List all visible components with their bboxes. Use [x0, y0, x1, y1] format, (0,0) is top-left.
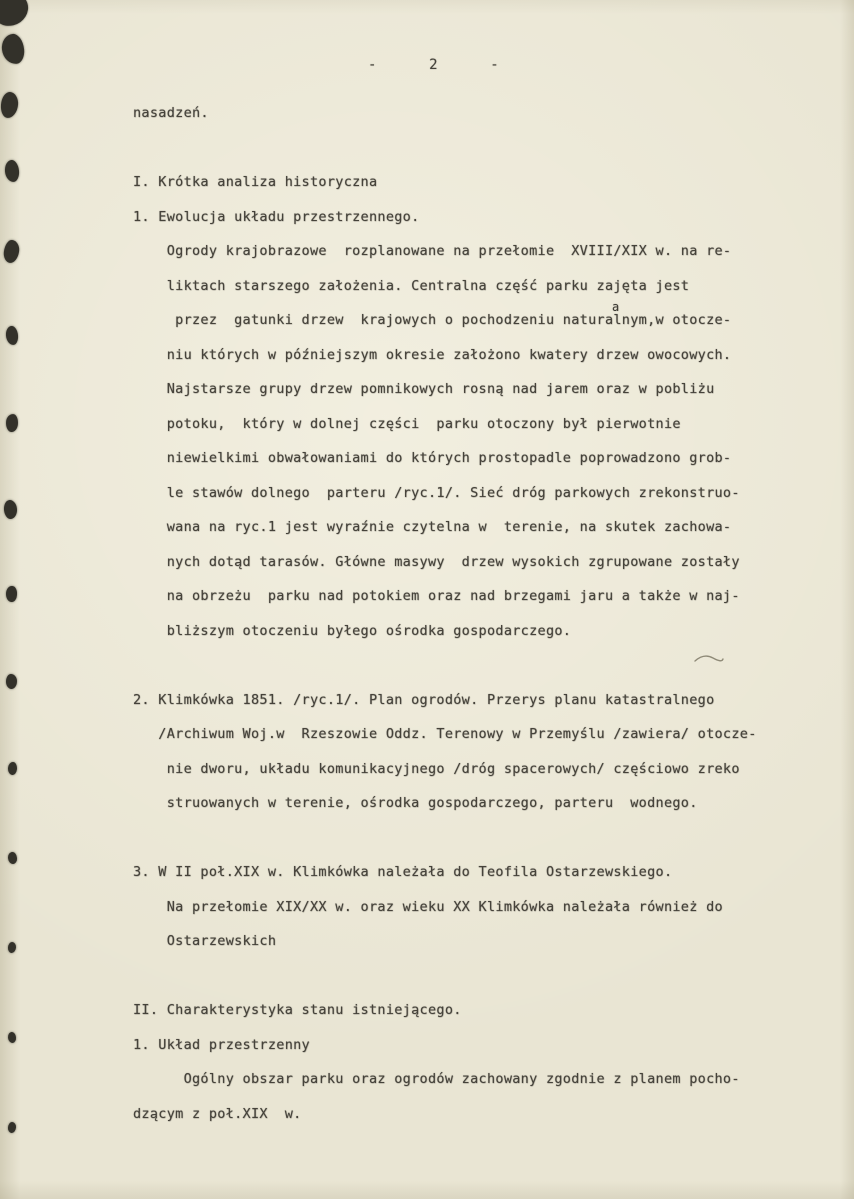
text-line: le stawów dolnego parteru /ryc.1/. Sieć dróg parkowych zrekonstruo- — [133, 484, 740, 501]
text-line — [133, 131, 793, 166]
page-number: - 2 - — [368, 57, 499, 73]
text-line: przez gatunki drzew krajowych o pochodzeniu naturalnym,w otocze- — [133, 312, 732, 328]
text-line: nasadzeń. — [133, 105, 209, 121]
document-body — [133, 96, 793, 1131]
text-line: Ostarzewskich — [133, 933, 277, 949]
pencil-squiggle-mark — [693, 650, 725, 669]
text-line: nie dworu, układu komunikacyjnego /dróg spacerowych/ częściowo zreko — [133, 760, 740, 777]
text-line: Na przełomie XIX/XX w. oraz wieku XX Klimkówka należała również do — [133, 898, 723, 915]
text-line — [133, 821, 793, 856]
text-line: niu których w późniejszym okresie założono kwatery drzew owocowych. — [133, 346, 732, 363]
text-line: niewielkimi obwałowaniami do których prostopadle poprowadzono grob- — [133, 450, 732, 466]
text-line: bliższym otoczeniu byłego ośrodka gospodarczego. — [133, 622, 572, 639]
text-line: I. Krótka analiza historyczna — [133, 174, 378, 190]
text-line: potoku, który w dolnej części parku otoczony był pierwotnie — [133, 415, 681, 432]
text-line: wana na ryc.1 jest wyraźnie czytelna w terenie, na skutek zachowa- — [133, 519, 732, 535]
text-line — [133, 959, 793, 994]
text-line: II. Charakterystyka stanu istniejącego. — [133, 1002, 462, 1018]
text-line: Ogólny obszar parku oraz ogrodów zachowany zgodnie z planem pocho- — [133, 1071, 740, 1087]
text-line: na obrzeżu parku nad potokiem oraz nad brzegami jaru a także w naj- — [133, 588, 740, 604]
text-line: 1. Układ przestrzenny — [133, 1036, 310, 1053]
handwritten-correction: a — [612, 300, 620, 314]
text-line: 3. W II poł.XIX w. Klimkówka należała do Teofila Ostarzewskiego. — [133, 864, 673, 880]
text-line: 2. Klimkówka 1851. /ryc.1/. Plan ogrodów. Przerys planu katastralnego — [133, 691, 715, 708]
text-line: Ogrody krajobrazowe rozplanowane na przełomie XVIII/XIX w. na re- — [133, 243, 732, 259]
text-line: 1. Ewolucja układu przestrzennego. — [133, 208, 420, 225]
text-line: liktach starszego założenia. Centralna część parku zajęta jest — [133, 277, 690, 294]
text-line: Najstarsze grupy drzew pomnikowych rosną nad jarem oraz w pobliżu — [133, 381, 715, 397]
text-line: dzącym z poł.XIX w. — [133, 1105, 302, 1122]
text-line: nych dotąd tarasów. Główne masywy drzew wysokich zgrupowane zostały — [133, 553, 740, 570]
text-line: /Archiwum Woj.w Rzeszowie Oddz. Terenowy w Przemyślu /zawiera/ otocze- — [133, 726, 757, 742]
text-line: struowanych w terenie, ośrodka gospodarczego, parteru wodnego. — [133, 795, 698, 811]
